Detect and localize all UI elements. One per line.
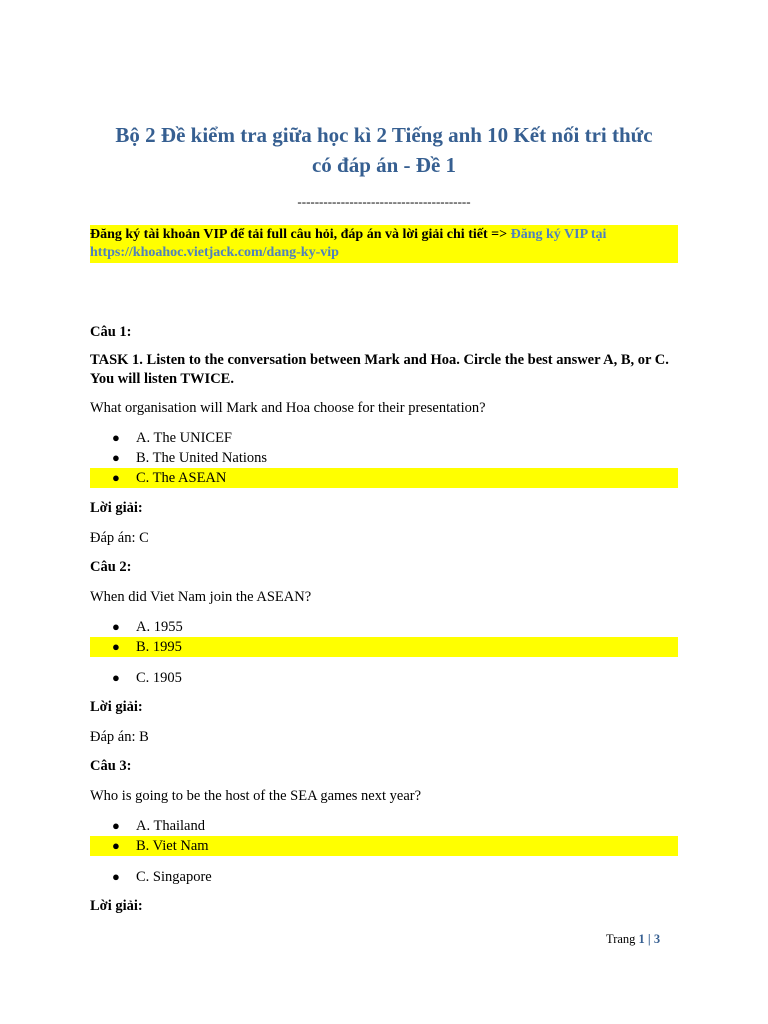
option-text: A. Thailand: [136, 818, 205, 834]
footer-prefix: Trang: [606, 932, 639, 946]
bullet-icon: ●: [112, 450, 120, 465]
question-2-answer: Đáp án: B: [90, 729, 149, 745]
option-item: [90, 617, 678, 637]
option-item: [90, 867, 678, 887]
bullet-icon: ●: [112, 818, 120, 833]
vip-link[interactable]: Đăng ký VIP tại https://khoahoc.vietjack.com/dang-ky-vip: [90, 227, 607, 260]
option-item-correct: [90, 836, 678, 856]
question-2-label: Câu 2:: [90, 559, 132, 575]
option-text: B. 1995: [136, 639, 182, 655]
option-item-correct: [90, 637, 678, 657]
bullet-icon: ●: [112, 470, 120, 485]
question-1-options: [90, 428, 678, 488]
option-item-correct: [90, 468, 678, 488]
bullet-icon: ●: [112, 869, 120, 884]
document-page: [90, 120, 678, 916]
question-1-label: Câu 1:: [90, 324, 132, 340]
bullet-icon: ●: [112, 430, 120, 445]
option-text: C. Singapore: [136, 869, 212, 885]
option-text: A. 1955: [136, 619, 183, 635]
document-title: [90, 120, 678, 180]
bullet-icon: ●: [112, 639, 120, 654]
title-line-2: có đáp án - Đề 1: [311, 153, 457, 177]
footer-divider: |: [644, 932, 654, 946]
question-1-prompt: What organisation will Mark and Hoa choose for their presentation?: [90, 400, 486, 416]
option-text: C. 1905: [136, 670, 182, 686]
vip-text: Đăng ký tài khoản VIP để tải full câu hỏi, đáp án và lời giải chi tiết =>: [90, 227, 511, 242]
question-2-prompt: When did Viet Nam join the ASEAN?: [90, 589, 312, 605]
question-3-label: Câu 3:: [90, 758, 132, 774]
question-1-task: TASK 1. Listen to the conversation between Mark and Hoa. Circle the best answer A, B, or C. You will listen TWICE.: [90, 352, 669, 387]
page-footer: [606, 930, 660, 948]
question-1-answer: Đáp án: C: [90, 530, 149, 546]
question-2-options: [90, 617, 678, 688]
option-item: [90, 448, 678, 468]
option-item: [90, 816, 678, 836]
bullet-icon: ●: [112, 838, 120, 853]
vip-banner: [90, 225, 678, 263]
footer-total-pages: 3: [653, 932, 661, 946]
question-2-solution-label: Lời giải:: [90, 699, 143, 715]
separator-line: ----------------------------------------: [297, 194, 471, 209]
footer-page-number: 1: [638, 932, 645, 946]
question-3-solution-label: Lời giải:: [90, 898, 143, 914]
option-text: B. The United Nations: [136, 450, 268, 466]
option-item: [90, 668, 678, 688]
option-item: [90, 428, 678, 448]
option-text: C. The ASEAN: [136, 470, 227, 486]
option-text: A. The UNICEF: [136, 430, 232, 446]
bullet-icon: ●: [112, 619, 120, 634]
question-3-prompt: Who is going to be the host of the SEA games next year?: [90, 788, 422, 804]
question-1-solution-label: Lời giải:: [90, 500, 143, 516]
title-line-1: Bộ 2 Đề kiểm tra giữa học kì 2 Tiếng anh 10 Kết nối tri thức: [115, 123, 653, 147]
bullet-icon: ●: [112, 670, 120, 685]
option-text: B. Viet Nam: [136, 838, 209, 854]
question-3-options: [90, 816, 678, 887]
